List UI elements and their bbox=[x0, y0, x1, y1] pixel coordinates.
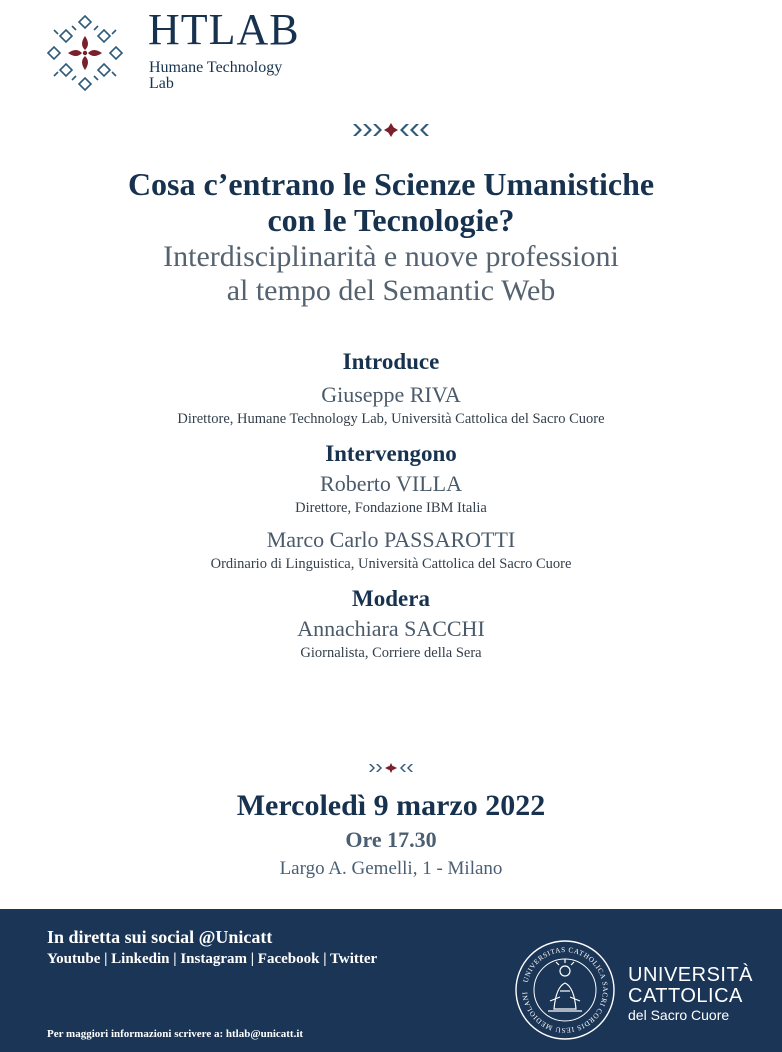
brand-subtitle-line2: Lab bbox=[149, 75, 174, 92]
brand-subtitle-line1: Humane Technology bbox=[149, 59, 283, 76]
speaker-affiliation-passarotti: Ordinario di Linguistica, Università Cattolica del Sacro Cuore bbox=[210, 556, 572, 572]
main-title bbox=[0, 166, 782, 238]
speaker-affiliation-villa: Direttore, Fondazione IBM Italia bbox=[295, 500, 487, 516]
speaker-name-villa: Roberto VILLA bbox=[320, 471, 462, 496]
footer bbox=[0, 909, 782, 1052]
header bbox=[44, 5, 364, 100]
speaker-affiliation-sacchi: Giornalista, Corriere della Sera bbox=[300, 645, 482, 661]
speaker-affiliation-riva: Direttore, Humane Technology Lab, Università Cattolica del Sacro Cuore bbox=[177, 411, 605, 427]
title-block bbox=[0, 166, 782, 308]
university-line2: CATTOLICA bbox=[628, 985, 743, 1007]
speakers-section bbox=[0, 348, 782, 662]
social-title: In diretta sui social @Unicatt bbox=[47, 927, 273, 947]
htlab-geometric-logo-icon bbox=[44, 12, 126, 94]
university-seal-icon bbox=[514, 939, 616, 1041]
contact-info: Per maggiori informazioni scrivere a: htlab@unicatt.it bbox=[47, 1028, 304, 1040]
university-line3: del Sacro Cuore bbox=[628, 1007, 730, 1023]
svg-text:UNIVERSITAS CATHOLICA SACRI CO: UNIVERSITAS CATHOLICA SACRI CORDIS IESU MEDIOLANI bbox=[521, 945, 610, 1035]
university-line1: UNIVERSITÀ bbox=[628, 964, 754, 986]
social-links: Youtube | Linkedin | Instagram | Facebook | Twitter bbox=[47, 951, 378, 967]
speaker-name-passarotti: Marco Carlo PASSAROTTI bbox=[266, 527, 516, 552]
chevron-ornament-icon bbox=[351, 122, 431, 138]
sub-title-line2: al tempo del Semantic Web bbox=[226, 274, 556, 307]
ornament-top bbox=[0, 122, 782, 138]
event-place: Largo A. Gemelli, 1 - Milano bbox=[279, 858, 503, 879]
ornament-small bbox=[0, 762, 782, 774]
main-title-line1: Cosa c’entrano le Scienze Umanistiche bbox=[127, 166, 655, 202]
speaker-name-riva: Giuseppe RIVA bbox=[321, 382, 461, 407]
event-time: Ore 17.30 bbox=[345, 827, 437, 852]
role-modera: Modera bbox=[352, 586, 430, 611]
event-details bbox=[0, 788, 782, 882]
role-intervengono: Intervengono bbox=[325, 441, 457, 466]
brand-subtitle bbox=[149, 60, 282, 92]
speaker-name-sacchi: Annachiara SACCHI bbox=[297, 616, 485, 641]
chevron-ornament-small-icon bbox=[368, 762, 414, 774]
event-date: Mercoledì 9 marzo 2022 bbox=[236, 789, 546, 822]
university-wordmark bbox=[628, 965, 753, 1023]
sub-title bbox=[0, 240, 782, 308]
brand-title: HTLAB bbox=[148, 5, 300, 54]
sub-title-line1: Interdisciplinarità e nuove professioni bbox=[163, 240, 619, 273]
main-title-line2: con le Tecnologie? bbox=[267, 202, 515, 238]
role-introduce: Introduce bbox=[342, 349, 440, 374]
